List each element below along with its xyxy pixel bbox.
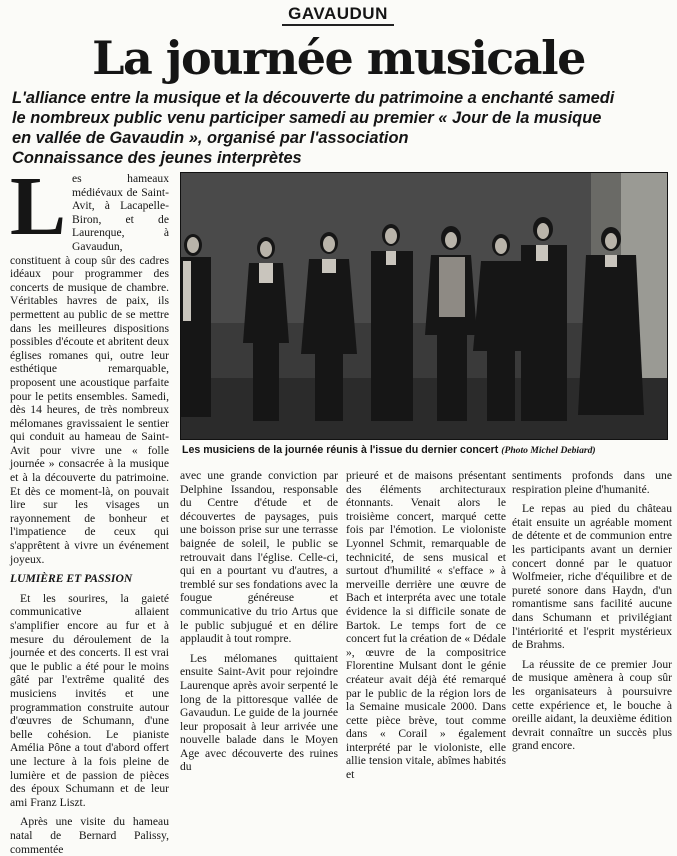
lead-text: es hameaux médiévaux de Saint-Avit, à Lacapelle-Biron, et de Laurenque, à Gavaudun, constituent à coup sûr des cadres idéaux pour programmer des concerts de musique de chambre. Véritables havres de paix, ils permettent au public de se mettre dans les meilleures dispositions possibles d'écoute et abritent deux églises romanes qui, outre leur esthétique remarquable, proposent une acoustique parfaite pour le petits ensembles. Samedi, dès 14 heures, de très nombreux mélomanes gravissaient le sentier qui conduit au hameau de Saint-Avit pour vivre une « folle journée » consacrée à la musique et à la découverte du patrimoine. Et dès ce moment-là, on pouvait lire sur les visages un rayonnement de bonheur et l'impatience de ceux qui s'apprêtent à vivre un événement joyeux. xyxy=(10,172,169,566)
headline: La journée musicale xyxy=(92,31,585,85)
paragraph: avec une grande conviction par Delphine Issandou, responsable du Centre d'étude et de découvertes de paysages, puis une boisson prise sur une terrasse baignée de soleil, le public se retrouvait dans l'église. Celle-ci, qui en a pourtant vu d'autres, a tremblé sur ses fondations avec la fougue généreuse et communicative du trio Artus que le public subjugué et en délire applaudit à tout rompre. xyxy=(180,469,338,646)
paragraph: La réussite de ce premier Jour de musique amènera à coup sûr les organisateurs à poursuivre cette expérience et, le bouche à oreille aidant, la deuxième édition devrait connaître un succès plus grand encore. xyxy=(512,657,672,753)
caption-text: Les musiciens de la journée réunis à l'issue du dernier concert xyxy=(182,444,499,456)
paragraph: Les mélomanes quittaient ensuite Saint-Avit pour rejoindre Laurenque après avoir serpenté le long de la pittoresque vallée de Gavaudun. Le guide de la journée leur proposait à leur arrivée une nouvelle balade dans le Moyen Age avec découverte des ruines du xyxy=(180,651,338,774)
section-kicker: GAVAUDUN xyxy=(282,4,394,26)
paragraph: Et les sourires, la gaieté communicative allaient s'amplifier encore au fur et à mesure du déroulement de la journée et des concerts. Il est vrai que le public a été pour le moins gâté par l'extrême qualité des musiciens invités et une programmation construite autour d'œuvres de Schumann, d'une belle cohésion. Le pianiste Amélia Pône a tout d'abord offert une lecture à la fois pleine de lumière et de passion de pièces des époux Schumann et de leur ami Franz Liszt. xyxy=(10,591,169,809)
standfirst-line: le nombreux public venu participer samedi au premier « Jour de la musique xyxy=(12,109,602,127)
musicians-photo xyxy=(180,172,668,440)
photo-credit: (Photo Michel Debiard) xyxy=(501,445,596,456)
subheading: LUMIÈRE ET PASSION xyxy=(10,572,133,586)
article-column-1 xyxy=(10,160,169,856)
photo-illustration xyxy=(181,173,667,439)
drop-cap: L xyxy=(10,160,67,253)
standfirst-line: en vallée de Gavaudin », organisé par l'association xyxy=(12,129,409,147)
paragraph: prieuré et de maisons présentant des éléments architecturaux étonnants. Venait alors le troisième concert, marqué cette fois par l'émotion. Le violoniste Lyonnel Schmit, remarquable de technicité, de sens musical et surtout d'humilité « s'efface » à merveille derrière une œuvre de Bach et interpréta avec une totale évidence la si difficile sonate de Bartok. Le temps fort de ce concert fut la création de « Dédale », œuvre de la compositrice Florentine Mulsant dont le génie créateur avait déjà été remarqué par le public de la région lors de la Semaine musicale 2000. Dans cette pièce brève, tout comme dans « Corail » également interprété par le violoniste, elle allie tension vitale, abîmes habités et xyxy=(346,469,506,782)
paragraph: sentiments profonds dans une respiration pleine d'humanité. xyxy=(512,469,672,496)
paragraph: Le repas au pied du château était ensuite un agréable moment de détente et de communion entre les participants avant un dernier concert donné par le quatuor Wolfmeier, riche d'équilibre et de pureté sonore dans Haydn, d'un romantisme sans facilité aucune dans Schumann et privilégiant l'intériorité et l'esprit mystérieux de Brahms. xyxy=(512,502,672,652)
standfirst-line: L'alliance entre la musique et la découverte du patrimoine a enchanté samedi xyxy=(12,89,615,107)
photo-caption xyxy=(182,443,672,458)
standfirst-line: Connaissance des jeunes interprètes xyxy=(12,149,302,167)
article-column-4 xyxy=(512,469,672,753)
lead-paragraph xyxy=(10,160,169,566)
paragraph: Après une visite du hameau natal de Bernard Palissy, commentée xyxy=(10,815,169,856)
standfirst xyxy=(12,88,672,168)
article-column-2 xyxy=(180,469,338,774)
